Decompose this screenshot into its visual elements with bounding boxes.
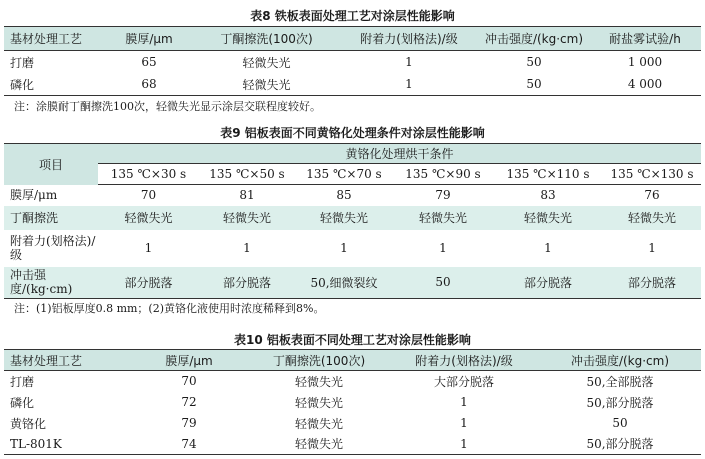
- table9-row-label: 附着力(划格法)/级: [10, 234, 96, 262]
- table10-cell: 50,部分脱落: [586, 437, 654, 452]
- table8-caption: 表8 铁板表面处理工艺对涂层性能影响: [250, 9, 455, 23]
- table9-cell: 81: [239, 188, 255, 203]
- table9-row-label: 冲击强度/(kg·cm): [4, 267, 98, 299]
- table8-note: 注：涂膜耐丁酮擦洗100次，轻微失光显示涂层交联程度较好。: [14, 100, 321, 113]
- table9-cell: 85: [336, 188, 352, 203]
- table10-header-cell: 基材处理工艺: [4, 350, 129, 371]
- table9-row: [4, 185, 701, 206]
- table9-cell: 部分脱落: [98, 267, 199, 299]
- table9-caption: 表9 铝板表面不同黄铬化处理条件对涂层性能影响: [220, 126, 485, 140]
- table10-cell: 轻微失光: [294, 416, 343, 431]
- table10-row: [4, 392, 701, 413]
- table10-header-cell: 丁酮擦洗(100次): [249, 350, 389, 371]
- table10-row: [4, 434, 701, 455]
- table9-cell: 部分脱落: [493, 267, 603, 299]
- table9-cell: 部分脱落: [199, 267, 295, 299]
- table9-cell: 轻微失光: [295, 206, 393, 230]
- table10-cell: 轻微失光: [294, 437, 343, 452]
- table8-header-cell: 基材处理工艺: [4, 27, 104, 51]
- table8-cell: 1 000: [627, 55, 663, 70]
- table9-cell: 轻微失光: [603, 206, 701, 230]
- table10: [4, 349, 701, 455]
- table9-cell: 1: [243, 241, 251, 255]
- table9-cell: 50,细微裂纹: [295, 267, 393, 299]
- table8-header-cell: 冲击强度/(kg·cm): [479, 27, 589, 51]
- table8-cell: 磷化: [10, 77, 35, 92]
- table9-row: [4, 267, 701, 299]
- table10-cell: 70: [181, 374, 197, 389]
- table9-condition-cell: 135 ℃×50 s: [199, 164, 295, 185]
- table9-cell: 79: [435, 188, 451, 203]
- table8-cell: 1: [405, 77, 413, 92]
- table10-caption: 表10 铝板表面不同处理工艺对涂层性能影响: [234, 333, 471, 347]
- table8-cell: 50: [526, 55, 542, 70]
- table10-cell: 大部分脱落: [433, 374, 494, 389]
- table10-row: [4, 371, 701, 392]
- table9-group-header: 黄铬化处理烘干条件: [98, 144, 701, 164]
- table10-cell: 50: [612, 416, 628, 430]
- table10-cell: 1: [460, 436, 468, 451]
- table10-cell: 1: [460, 395, 468, 409]
- table8-row: [4, 51, 701, 74]
- table10-cell: 50,部分脱落: [586, 395, 654, 410]
- table8-row: [4, 74, 701, 96]
- table9-cell: 70: [140, 188, 157, 203]
- table9: [4, 143, 701, 299]
- table10-cell: 磷化: [10, 395, 35, 410]
- table9-cell: 1: [144, 241, 153, 255]
- table9-cell: 1: [439, 241, 447, 255]
- table10-header-cell: 冲击强度/(kg·cm): [539, 350, 701, 371]
- table9-condition-row: [4, 164, 701, 185]
- table10-cell: TL-801K: [10, 436, 62, 451]
- table8-cell: 4 000: [627, 77, 663, 92]
- table8-header-cell: 膜厚/μm: [104, 27, 194, 51]
- table8-header-cell: 耐盐雾试验/h: [589, 27, 701, 51]
- table9-condition-cell: 135 ℃×130 s: [603, 164, 701, 185]
- table9-row-label: 膜厚/μm: [10, 188, 58, 202]
- table8-cell: 68: [141, 77, 157, 92]
- table8-cell: 轻微失光: [242, 55, 291, 70]
- table10-cell: 72: [181, 395, 197, 409]
- table10-cell: 1: [460, 416, 468, 430]
- table9-note: 注：(1)铝板厚度0.8 mm；(2)黄铬化液使用时浓度稀释到8%。: [14, 302, 325, 315]
- table10-header-row: [4, 350, 701, 371]
- table8-header-cell: 附着力(划格法)/级: [339, 27, 479, 51]
- table9-cell: 50: [393, 267, 493, 299]
- table8: [4, 26, 701, 96]
- table8-cell: 65: [141, 55, 157, 70]
- table10-cell: 打磨: [10, 374, 35, 389]
- table9-cell: 轻微失光: [493, 206, 603, 230]
- table9-item-header: 项目: [4, 144, 98, 185]
- table9-condition-cell: 135 ℃×30 s: [98, 164, 199, 185]
- table10-header-cell: 膜厚/μm: [129, 350, 249, 371]
- table9-condition-cell: 135 ℃×110 s: [493, 164, 603, 185]
- table9-cell: 轻微失光: [98, 206, 199, 230]
- table8-cell: 打磨: [10, 55, 35, 70]
- table9-cell: 轻微失光: [393, 206, 493, 230]
- table9-cell: 83: [540, 188, 556, 203]
- table10-cell: 79: [181, 416, 197, 430]
- table9-cell: 1: [648, 241, 656, 255]
- table9-cell: 轻微失光: [199, 206, 295, 230]
- table9-condition-cell: 135 ℃×70 s: [295, 164, 393, 185]
- table9-row-label: 丁酮擦洗: [4, 206, 98, 230]
- table10-header-cell: 附着力(划格法)/级: [389, 350, 539, 371]
- table9-cell: 76: [644, 188, 660, 203]
- table8-header-row: [4, 27, 701, 51]
- table10-cell: 黄铬化: [10, 416, 47, 431]
- table9-condition-cell: 135 ℃×90 s: [393, 164, 493, 185]
- table9-cell: 1: [544, 241, 552, 255]
- table10-cell: 轻微失光: [294, 395, 343, 410]
- table9-cell: 1: [340, 241, 348, 255]
- table10-cell: 50,全部脱落: [586, 374, 654, 389]
- table9-row: [4, 230, 701, 267]
- table10-cell: 74: [181, 436, 197, 451]
- table8-cell: 轻微失光: [242, 77, 291, 92]
- table8-header-cell: 丁酮擦洗(100次): [194, 27, 339, 51]
- table8-cell: 1: [405, 55, 413, 70]
- table9-cell: 部分脱落: [603, 267, 701, 299]
- table10-row: [4, 413, 701, 434]
- table10-cell: 轻微失光: [294, 374, 343, 389]
- table8-cell: 50: [526, 77, 542, 92]
- table9-row: [4, 206, 701, 230]
